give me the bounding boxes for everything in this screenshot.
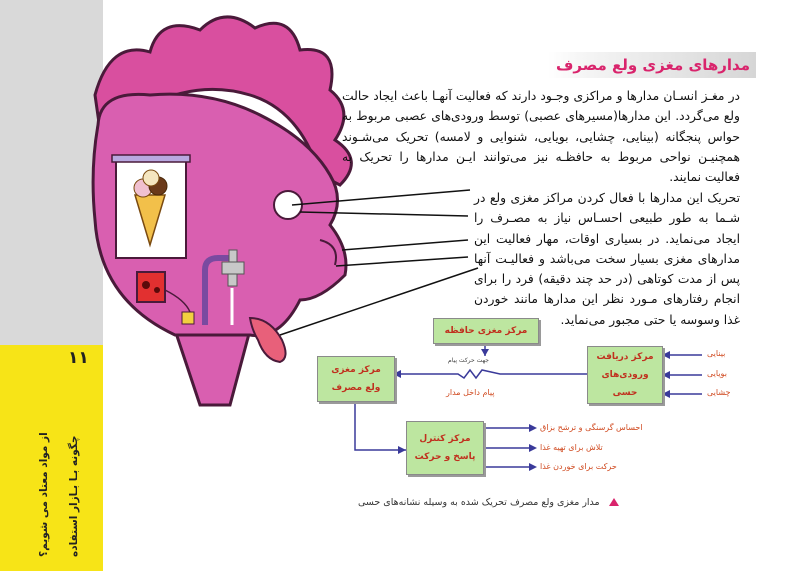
side-title-line2: از مواد معتاد می شویم؟ <box>38 432 50 557</box>
page-number: ۱۱ <box>68 348 89 368</box>
caption-triangle-icon <box>609 498 619 506</box>
incoming-message-label: پیام داخل مدار <box>446 388 495 397</box>
faucet-icon <box>222 262 244 274</box>
output-seek-food-label: تلاش برای تهیه غذا <box>540 443 603 452</box>
diagram-caption: مدار مغزی ولع مصرف تحریک شده به وسیله نشانه‌های حسی <box>358 497 600 508</box>
appetite-center-line1: مرکز مغزی <box>331 365 381 375</box>
paragraph-1: در مغـز انسـان مدارها و مراکزی وجـود دارند که فعالیت آنهـا باعث ایجاد حالت ولع می‌گردد. این مدارها(مسیرهای عصبی) توسط ورودی‌های عصبی مربوط به حواس پنجگانه (بینایی، چشایی، بویایی، شنوایی و لامسه) تحریک می‌شـوند همچنیـن نواحی مربوط به حافظـه نیز می‌توانند ایـن مدارها را تحریک به فعالیت نمایند. <box>342 89 740 185</box>
side-title-line1: چگونه بـا بـازار استفاده <box>68 435 80 557</box>
appetite-center-line2: ولع مصرف <box>331 383 381 393</box>
input-taste-label: چشایی <box>707 388 731 397</box>
speaker-icon <box>137 272 165 302</box>
memory-center-box <box>433 318 539 344</box>
sensory-input-center-box <box>587 346 663 404</box>
receive-center-line2: ورودی‌های حسی <box>601 370 649 398</box>
switch-icon <box>182 312 194 324</box>
paragraph-2: تحریک این مدارها با فعال کردن مراکز مغزی ولع در شـما به طور طبیعی احسـاس نیاز به مصـرف را ایجاد می‌نماید. در بسیاری اوقات، مهار فعالیت این مدارهای مغزی بسیار سخت می‌باشد و فعالیـت آنها پس از مدت کوتاهی (در حد چند دقیقه) فرد را برای انجام رفتارهای مـورد نظر این مدارها مانند خوردن غذا وسوسه یا حتی مجبور می‌نماید. <box>474 191 740 327</box>
control-center-line2: پاسخ و حرکت <box>414 452 476 462</box>
neck-shape <box>175 330 250 405</box>
section-title: مدارهای مغزی ولع مصرف <box>555 56 750 74</box>
input-vision-label: بینایی <box>707 349 726 358</box>
appetite-center-box <box>317 356 395 402</box>
output-eat-label: حرکت برای خوردن غذا <box>540 462 617 471</box>
message-direction-label: جهت حرکت پیام <box>448 357 489 364</box>
control-center-line1: مرکز کنترل <box>419 434 471 444</box>
receive-center-line1: مرکز دریافت <box>596 352 654 362</box>
input-smell-label: بویایی <box>707 369 727 378</box>
response-control-center-box <box>406 421 484 475</box>
memory-center-label: مرکز مغزی حافظه <box>444 326 528 336</box>
section-title-box <box>548 52 756 78</box>
output-hunger-label: احساس گرسنگی و ترشح بزاق <box>540 423 643 432</box>
